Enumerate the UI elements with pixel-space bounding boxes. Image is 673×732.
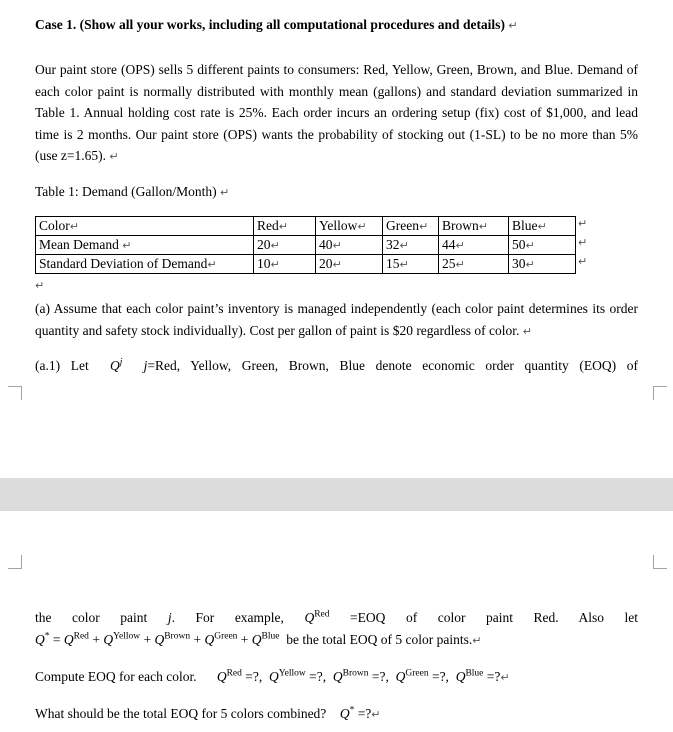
page-2 <box>0 511 673 732</box>
empty-paragraph <box>35 276 638 294</box>
text-segment: Q <box>204 631 215 647</box>
text-segment: Q <box>332 669 343 684</box>
cell-end-mark: ↵ <box>455 258 465 271</box>
table-value-cell <box>383 236 439 255</box>
text-segment: Q <box>216 669 227 684</box>
continuation-line <box>35 607 638 629</box>
text-segment: = <box>49 631 64 647</box>
table-value-cell <box>439 236 509 255</box>
cell-end-mark: ↵ <box>418 220 429 233</box>
text-segment: Yellow <box>278 668 306 679</box>
demand-table-wrap <box>35 216 638 274</box>
cell-value: 44 <box>442 237 456 252</box>
table-value-cell <box>509 236 576 255</box>
paragraph-mark: ↵ <box>500 671 510 684</box>
cell-value: 32 <box>386 237 400 252</box>
text-segment: Q <box>251 631 262 647</box>
header-text: Color <box>39 218 70 233</box>
table-value-cell <box>316 236 383 255</box>
text-segment: (a.1) Let <box>35 358 110 373</box>
text-segment: j <box>143 358 148 373</box>
text-boundary-mark <box>8 555 22 569</box>
table-header-cell <box>254 217 316 236</box>
table-header-cell <box>36 217 254 236</box>
case-1-heading <box>35 14 638 36</box>
header-text: Red <box>257 218 279 233</box>
text-segment: j <box>167 610 172 625</box>
text-segment: =?, <box>368 669 396 684</box>
table-header-cell <box>316 217 383 236</box>
text-segment: . For example, <box>171 610 305 625</box>
part-a1-line <box>35 355 638 377</box>
text-segment: =Red, Yellow, Green, Brown, Blue denote economic order quantity (EOQ) of <box>147 358 638 373</box>
text-segment: Brown <box>164 631 191 641</box>
table-value-cell <box>254 236 316 255</box>
compute-eoq-line <box>35 666 638 689</box>
text-segment: Blue <box>261 631 280 641</box>
table-value-cell <box>383 255 439 274</box>
text-segment: =? <box>483 669 501 684</box>
cell-end-mark: ↵ <box>207 258 217 271</box>
text-boundary-mark <box>8 386 22 400</box>
text-segment: Q <box>455 669 466 684</box>
cell-end-mark: ↵ <box>270 239 280 252</box>
text-segment: =? <box>354 705 372 721</box>
text-segment: Yellow <box>113 631 141 641</box>
std-dev-row <box>36 255 576 274</box>
text-segment: + <box>190 631 205 647</box>
cell-value: 25 <box>442 256 456 271</box>
text-boundary-mark <box>653 386 667 400</box>
header-text: Blue <box>512 218 538 233</box>
page-break-gap <box>0 478 673 511</box>
text-segment: Brown <box>342 668 369 679</box>
table-value-cell <box>316 255 383 274</box>
cell-end-mark: ↵ <box>270 258 280 271</box>
cell-value: 30 <box>512 256 526 271</box>
cell-end-mark: ↵ <box>455 239 465 252</box>
intro-paragraph <box>35 59 638 168</box>
text-segment: be the total EOQ of 5 color paints. <box>279 631 473 647</box>
paragraph-mark: ↵ <box>35 279 45 292</box>
cell-value: 20 <box>257 237 271 252</box>
cell-value: 10 <box>257 256 271 271</box>
text-segment: Q <box>154 631 165 647</box>
text-segment: j <box>119 357 123 368</box>
cell-end-mark: ↵ <box>525 258 535 271</box>
total-eoq-question-line <box>35 703 638 726</box>
text-segment: What should be the total EOQ for 5 colors combined? <box>35 705 340 721</box>
row-label-text: Standard Deviation of Demand <box>39 256 208 271</box>
cell-end-mark: ↵ <box>525 239 535 252</box>
text-segment: * <box>44 631 50 641</box>
text-segment: Q <box>339 705 350 721</box>
cell-end-mark: ↵ <box>69 220 79 233</box>
text-segment: + <box>140 631 155 647</box>
text-segment: Green <box>214 631 238 641</box>
cell-end-mark: ↵ <box>278 220 288 233</box>
text-segment: Blue <box>465 668 484 679</box>
case-1-heading-text: Case 1. (Show all your works, including all computational procedures and details) <box>35 17 505 32</box>
text-segment: Q <box>103 631 114 647</box>
text-segment: * <box>349 705 355 715</box>
row-end-mark: ↵ <box>578 236 588 249</box>
text-segment: Q <box>110 358 120 373</box>
paragraph-mark: ↵ <box>508 19 518 32</box>
table-row-label <box>36 255 254 274</box>
text-segment: =?, <box>428 669 456 684</box>
table-value-cell <box>254 255 316 274</box>
paragraph-mark: ↵ <box>522 324 532 338</box>
text-segment <box>119 357 143 373</box>
table-header-cell <box>383 217 439 236</box>
row-end-mark: ↵ <box>578 255 588 268</box>
header-text: Yellow <box>319 218 358 233</box>
cell-value: 40 <box>319 237 333 252</box>
row-label-text: Mean Demand <box>39 237 123 252</box>
table-header-cell <box>509 217 576 236</box>
cell-end-mark: ↵ <box>478 220 488 233</box>
cell-end-mark: ↵ <box>399 258 409 271</box>
table-value-cell <box>509 255 576 274</box>
intro-paragraph-text: Our paint store (OPS) sells 5 different paints to consumers: Red, Yellow, Green, Brown, and Blue. Demand of each color paint is normally distributed with monthly mean (gallons) and standard deviation summarized in Table 1. Annual holding cost rate is 25%. Each order incurs an ordering setup (fix) cost of $1,000, and lead time is 2 months. Our paint store (OPS) wants the probability of stocking out (1-SL) to be no more than 5% (use z=1.65). <box>35 62 638 163</box>
table-row-label <box>36 236 254 255</box>
text-segment: =?, <box>305 669 333 684</box>
header-text: Green <box>386 218 419 233</box>
mean-demand-row <box>36 236 576 255</box>
text-segment: Red <box>314 609 330 620</box>
cell-end-mark: ↵ <box>332 239 342 252</box>
cell-end-mark: ↵ <box>357 220 367 233</box>
part-a-paragraph <box>35 298 638 342</box>
text-segment: Q <box>395 669 406 684</box>
text-segment: Green <box>405 668 429 679</box>
cell-end-mark: ↵ <box>399 239 409 252</box>
row-end-mark: ↵ <box>578 217 588 230</box>
table-1-caption-text: Table 1: Demand (Gallon/Month) <box>35 183 221 199</box>
demand-table <box>35 216 576 274</box>
text-boundary-mark <box>653 555 667 569</box>
text-segment: Q <box>269 669 279 684</box>
cell-end-mark: ↵ <box>537 220 547 233</box>
text-segment: Q <box>304 610 315 625</box>
cell-end-mark: ↵ <box>122 239 132 252</box>
text-segment: Q <box>63 631 74 647</box>
header-text: Brown <box>442 218 479 233</box>
table-value-cell <box>439 255 509 274</box>
cell-value: 15 <box>386 256 400 271</box>
text-segment: Compute EOQ for each color. <box>35 669 217 684</box>
part-a-text: (a) Assume that each color paint’s inventory is managed independently (each color paint determines its order quantity and safety stock individually). Cost per gallon of paint is $20 regardless of color. <box>35 301 638 338</box>
text-segment: Q <box>35 631 45 647</box>
cell-value: 50 <box>512 237 526 252</box>
page-2-text <box>35 607 638 725</box>
paragraph-mark: ↵ <box>472 633 482 647</box>
paragraph-mark: ↵ <box>220 185 230 199</box>
text-segment: the color paint <box>35 610 168 625</box>
text-segment: =EOQ of color paint Red. Also let <box>329 610 638 625</box>
text-segment: + <box>88 631 104 647</box>
text-segment: =?, <box>241 669 269 684</box>
cell-end-mark: ↵ <box>332 258 342 271</box>
text-segment: + <box>237 631 252 647</box>
text-segment: Red <box>226 668 242 679</box>
paragraph-mark: ↵ <box>109 150 119 163</box>
equation-line <box>35 629 638 652</box>
table-header-row <box>36 217 576 236</box>
table-1-caption <box>35 181 638 204</box>
cell-value: 20 <box>319 256 333 271</box>
text-segment: Red <box>73 631 89 641</box>
paragraph-mark: ↵ <box>371 707 381 721</box>
table-header-cell <box>439 217 509 236</box>
